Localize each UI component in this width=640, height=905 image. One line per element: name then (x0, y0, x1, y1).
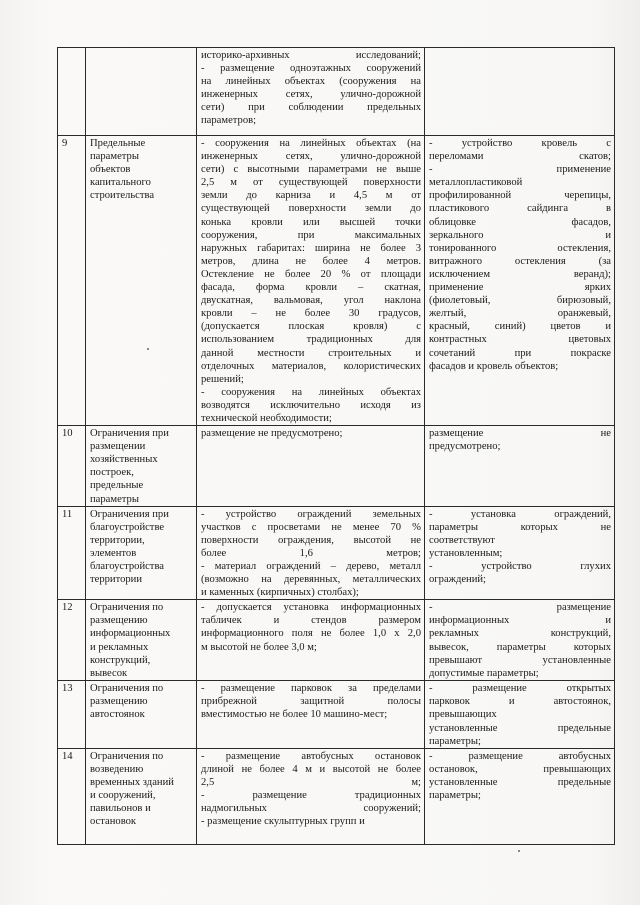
text-line: парковок и автостоянок, (429, 696, 611, 708)
row-number: 9 (58, 136, 86, 426)
row-number: 13 (58, 681, 86, 748)
restricted-cell (425, 426, 615, 507)
text-line: рекламных конструкций, (429, 628, 611, 640)
restricted-cell (425, 506, 615, 600)
text-line: переломами скатов; (429, 151, 611, 163)
text-line: - устройство кровель с (429, 138, 611, 149)
text-line: допустимые параметры; (429, 667, 539, 679)
text-line: превышают установленные (429, 654, 611, 666)
text-line: сети) при соблюдении предельных (201, 102, 421, 114)
text-line: возведению (90, 763, 144, 775)
text-line: благоустройства (90, 561, 165, 572)
text-line: длиной не более 4 м и высотой не более (201, 763, 421, 775)
text-line: конструкций, (90, 654, 151, 666)
text-line: - установка ограждений, (429, 508, 611, 520)
table-row (58, 600, 615, 681)
text-line: Ограничения по (90, 683, 164, 695)
text-line: инженерных сетях, улично-дорожной (201, 89, 421, 101)
text-line: участков с просветами не менее 70 % (201, 521, 421, 533)
text-line: возводятся исключительно исходя из (201, 399, 421, 411)
parameter-name (86, 748, 197, 844)
row-number (58, 48, 86, 136)
text-line: размещению (90, 696, 148, 708)
text-line: параметры (90, 493, 139, 505)
text-line: и рекламных (90, 641, 149, 653)
text-line: сооружения, при максимальных (201, 229, 421, 241)
text-line: - размещение открытых (429, 683, 611, 695)
text-line: объектов (90, 164, 131, 176)
text-line: более 1,6 метров; (201, 547, 421, 559)
text-line: применение ярких (429, 282, 611, 294)
text-line: соответствуют (429, 534, 495, 546)
text-line: предельные (90, 480, 144, 492)
text-line: инженерных сетях, улично-дорожной (201, 151, 421, 163)
text-line: поверхности ограждения, высотой не (201, 534, 421, 546)
text-line: облицовке фасадов, (429, 216, 611, 228)
text-line: - материал ограждений – дерево, металл (201, 561, 421, 572)
parameter-name (86, 600, 197, 681)
allowed-cell (197, 506, 425, 600)
text-line: фасада, форма кровли – скатная, (201, 282, 421, 294)
allowed-cell (197, 600, 425, 681)
restricted-cell (425, 136, 615, 426)
text-line: - применение (429, 164, 611, 176)
restricted-cell (425, 748, 615, 844)
text-line: установленным; (429, 547, 503, 559)
text-line: - размещение традиционных (201, 790, 421, 802)
text-line: территории, (90, 534, 145, 546)
parameter-name (86, 136, 197, 426)
text-line: конька кровли или высшей точки (201, 216, 421, 228)
text-line: контрастных цветовых (429, 334, 611, 346)
text-line: информационного поля не более 1,0 х 2,0 (201, 628, 421, 640)
text-line: капитального (90, 177, 151, 189)
text-line: параметры; (429, 790, 481, 802)
table-row (58, 748, 615, 844)
regulations-table (57, 47, 615, 845)
text-line: исключением веранд); (429, 268, 611, 280)
text-line: данной местности строительных и (201, 347, 421, 359)
restricted-cell (425, 600, 615, 681)
text-line: размещении (90, 441, 146, 453)
text-line: вывесок, параметры которых (429, 641, 611, 653)
text-line: ограждений; (429, 574, 487, 586)
text-line: элементов (90, 547, 137, 559)
text-line: павильонов и (90, 803, 151, 815)
text-line: остановок (90, 816, 137, 828)
text-line: отделочных материалов, колористических (201, 360, 421, 372)
allowed-cell (197, 681, 425, 748)
text-line: и сооружений, (90, 790, 156, 802)
text-line: предусмотрено; (429, 441, 501, 453)
row-number: 14 (58, 748, 86, 844)
table-row (58, 506, 615, 600)
text-line: временных зданий (90, 776, 174, 788)
text-line: метров, длина не более 4 метров. (201, 255, 421, 267)
text-line: наружных габаритах: ширина не более 3 (201, 242, 421, 254)
text-line: размещение не предусмотрено; (201, 428, 343, 440)
text-line: (возможно на деревянных, металлических (201, 574, 421, 586)
text-line: - размещение автобусных остановок (201, 750, 421, 762)
text-line: - размещение автобусных (429, 750, 611, 762)
text-line: прибрежной защитной полосы (201, 696, 421, 708)
text-line: размещению (90, 615, 148, 627)
text-line: остановок, превышающих (429, 763, 611, 775)
text-line: историко-архивных исследований; (201, 50, 421, 61)
text-line: Ограничения при (90, 508, 169, 520)
table-row (58, 136, 615, 426)
text-line: и каменных (кирпичных) столбах); (201, 587, 359, 599)
text-line: пластикового сайдинга в (429, 203, 611, 215)
text-line: - размещение (429, 602, 611, 614)
text-line: Ограничения при (90, 428, 169, 440)
text-line: металлопластиковой (429, 177, 523, 189)
text-line: установленные предельные (429, 722, 611, 734)
text-line: - размещение одноэтажных сооружений (201, 63, 421, 75)
text-line: Ограничения по (90, 602, 164, 614)
text-line: (допускается плоская кровля) с (201, 321, 421, 333)
text-line: вывесок (90, 667, 128, 679)
text-line: красный, синий) цветов и (429, 321, 611, 333)
text-line: кровли – не более 30 градусов, (201, 308, 421, 320)
text-line: тонированного остекления, (429, 242, 611, 254)
text-line: - устройство глухих (429, 561, 611, 572)
text-line: параметры (90, 151, 139, 163)
text-line: - сооружения на линейных объектах (201, 386, 421, 398)
parameter-name (86, 506, 197, 600)
text-line: строительства (90, 190, 155, 202)
text-line: 2,5 м от существующей поверхности (201, 177, 421, 189)
row-number: 10 (58, 426, 86, 507)
text-line: параметров; (201, 115, 257, 127)
text-line: 2,5 м; (201, 776, 421, 788)
text-line: построек, (90, 467, 134, 479)
row-number: 11 (58, 506, 86, 600)
text-line: вместимостью не более 10 машино-мест; (201, 709, 388, 721)
text-line: территории (90, 574, 143, 586)
text-line: использованием традиционных для (201, 334, 421, 346)
text-line: м высотой не более 3,0 м; (201, 641, 317, 653)
text-line: параметры которых не (429, 521, 611, 533)
scan-speck (147, 348, 149, 350)
allowed-cell (197, 136, 425, 426)
text-line: превышающих (429, 709, 497, 721)
text-line: зеркального и (429, 229, 611, 241)
text-line: автостоянок (90, 709, 145, 721)
parameter-name (86, 426, 197, 507)
table-row (58, 48, 615, 136)
text-line: благоустройстве (90, 521, 165, 533)
text-line: - сооружения на линейных объектах (на (201, 138, 421, 149)
text-line: желтый, оранжевый, (429, 308, 611, 320)
parameter-name (86, 681, 197, 748)
text-line: размещение не (429, 428, 611, 440)
text-line: сочетаний при покраске (429, 347, 611, 359)
text-line: - устройство ограждений земельных (201, 508, 421, 520)
text-line: информационных (90, 628, 171, 640)
text-line: существующей поверхности земли до (201, 203, 421, 215)
text-line: - размещение скульптурных групп и (201, 816, 365, 828)
parameter-name (86, 48, 197, 136)
text-line: (фиолетовый, бирюзовый, (429, 295, 611, 307)
text-line: хозяйственных (90, 454, 158, 466)
text-line: земли до карниза и 4,5 м от (201, 190, 421, 202)
allowed-cell (197, 426, 425, 507)
text-line: - допускается установка информационных (201, 602, 421, 614)
text-line: Остекление не более 20 % от площади (201, 268, 421, 280)
text-line: профилированной черепицы, (429, 190, 611, 202)
allowed-cell (197, 748, 425, 844)
text-line: установленные предельные (429, 776, 611, 788)
text-line: фасадов и кровель объектов; (429, 360, 559, 372)
restricted-cell (425, 681, 615, 748)
scan-speck (518, 850, 520, 852)
table-row (58, 681, 615, 748)
text-line: - размещение парковок за пределами (201, 683, 421, 695)
text-line: витражного остекления (за (429, 255, 611, 267)
text-line: технической необходимости; (201, 412, 332, 424)
text-line: Ограничения по (90, 750, 164, 762)
text-line: решений; (201, 373, 244, 385)
restricted-cell (425, 48, 615, 136)
text-line: двускатная, вальмовая, угол наклона (201, 295, 421, 307)
text-line: надмогильных сооружений; (201, 803, 421, 815)
allowed-cell (197, 48, 425, 136)
text-line: Предельные (90, 138, 146, 149)
text-line: табличек и стендов размером (201, 615, 421, 627)
text-line: сети) с высотными параметрами не выше (201, 164, 421, 176)
text-line: информационных и (429, 615, 611, 627)
table-row (58, 426, 615, 507)
row-number: 12 (58, 600, 86, 681)
text-line: параметры; (429, 735, 481, 747)
text-line: на линейных объектах (сооружения на (201, 76, 421, 88)
